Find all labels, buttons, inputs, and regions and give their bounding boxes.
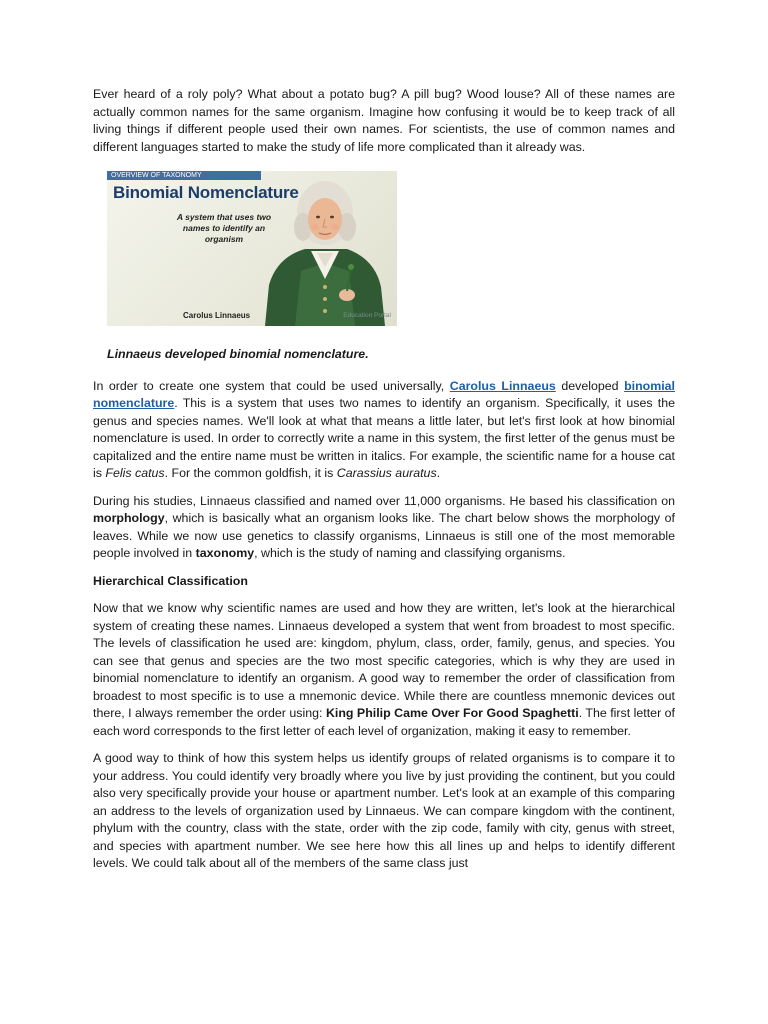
document-page [93,86,675,883]
figure-subtitle: A system that uses two names to identify an organism [176,212,272,244]
figure-caption: Linnaeus developed binomial nomenclature. [107,347,369,361]
mnemonic-phrase: King Philip Came Over For Good Spaghetti [325,706,579,720]
intro-paragraph: Ever heard of a roly poly? What about a potato bug? A pill bug? Wood louse? All of these names are actually common names for the same organism. Imagine how confusing it would be to keep track of all living things if different people used their own names. For scientists, the use of common names and different languages started to make the study of life more complicated than it already was. [93,87,675,154]
taxonomy-term: taxonomy [195,546,255,560]
carassius-auratus-term: Carassius auratus [336,466,437,480]
figure-watermark: Education Portal [343,311,391,319]
hierarchy-paragraph [93,600,675,740]
linnaeus-portrait-image [255,175,395,326]
figure-portrait-label: Carolus Linnaeus [183,311,251,320]
figure-banner: OVERVIEW OF TAXONOMY [107,171,261,180]
morphology-term: morphology [93,511,165,525]
text-span: In order to create one system that could be used universally, [93,378,450,393]
carolus-linnaeus-link[interactable]: Carolus Linnaeus [449,378,556,393]
text-span: , which is basically what an organism looks like. The chart below shows the morphology of leaves. While we now use genetics to classify organisms, Linnaeus is still one of the most memorable people involved in [93,511,675,560]
felis-catus-term: Felis catus [105,466,165,480]
section-heading: Hierarchical Classification [93,573,248,588]
text-span: . This is a system that uses two names to identify an organism. Specifically, it uses the genus and species names. We'll look at what that means a little later, but let's first look at how binomial nomenclature is used. In order to correctly write a name in this system, the first letter of the genus must be capitalized and the entire name must be written in italics. For example, the scientific name for a house cat is [93,396,675,480]
text-span: developed [555,378,625,393]
text-span: During his studies, Linnaeus classified and named over 11,000 organisms. He based his classification on [93,493,675,508]
binomial-paragraph [93,378,675,483]
binomial-nomenclature-figure [107,171,397,326]
studies-paragraph [93,493,675,563]
text-span: . [436,466,441,480]
binomial-nomenclature-link[interactable]: binomial nomenclature [93,378,676,410]
text-span: Now that we know why scientific names are used and how they are written, let's look at the hierarchical system of creating these names. Linnaeus developed a system that went from broadest to most specific. The levels of classification he used are: kingdom, phylum, class, order, family, genus, and species. You can see that genus and species are the two most specific categories, which is why they are used in binomial nomenclature to identify an organism. A good way to remember the order of classification from broadest to most specific is to use a mnemonic device. While there are countless mnemonic devices out there, I always remember the order using: [93,601,675,720]
text-span: , which is the study of naming and classifying organisms. [254,546,566,560]
text-span: . For the common goldfish, it is [164,466,337,480]
figure-title: Binomial Nomenclature [113,183,299,202]
text-span: . The first letter of each word corresponds to the first letter of each level of organization, making it easy to remember. [93,706,676,738]
address-paragraph: A good way to think of how this system helps us identify groups of related organisms is to compare it to your address. You could identify very broadly where you live by just providing the continent, but you could also very specifically provide your house or apartment number. Let's look at an example of this comparing an address to the levels of organization used by Linnaeus. We can compare kingdom with the continent, phylum with the country, class with the state, order with the zip code, family with city, genus with street, and species with apartment number. We see here how this all lines up and helps to identify different levels. We could talk about all of the members of the same class just [93,751,675,870]
